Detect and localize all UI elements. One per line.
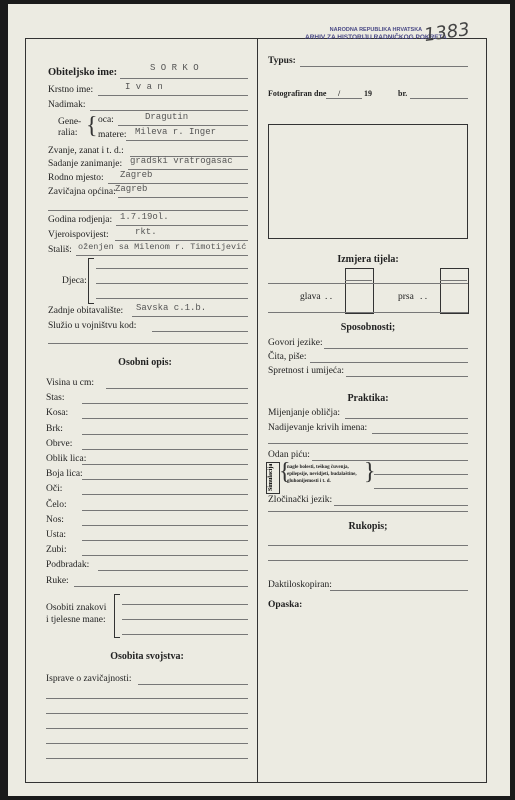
nickname-label: Nadimak:	[48, 100, 86, 110]
municipality-line-2	[48, 210, 248, 211]
status-line	[76, 255, 248, 256]
marks-label-2: i tjelesne mane:	[46, 615, 106, 625]
children-line-2	[96, 283, 248, 284]
desc-field-label: Obrve:	[46, 438, 73, 449]
desc-field-label: Kosa:	[46, 408, 69, 419]
title-label: Zvanje, zanat i t. d.:	[48, 146, 124, 156]
measure-head-dots: . .	[325, 292, 333, 302]
measure-arms-dots: . .	[420, 292, 428, 302]
handwriting-line-1	[268, 545, 468, 546]
simulation-line-2	[374, 488, 468, 489]
birthplace-value: Zagreb	[120, 170, 153, 180]
children-label: Djeca:	[62, 276, 87, 286]
simulation-line-1	[374, 474, 468, 475]
birth-year-value: 1.7.19ol.	[120, 212, 169, 222]
desc-field-label: Brk:	[46, 423, 63, 434]
birth-year-label: Godina rodjenja:	[48, 215, 113, 225]
birth-year-line	[116, 225, 248, 226]
desc-field-label: Boja lica:	[46, 469, 83, 480]
status-value: oženjen sa Milenom r. Timotijević	[78, 242, 247, 252]
practice-line-2b	[268, 443, 468, 444]
measure-head-label: glava	[300, 292, 321, 302]
docs-line-5	[46, 743, 248, 744]
practice-heading: Praktika:	[347, 393, 389, 404]
abilities-field-1: Govori jezike:	[268, 338, 323, 348]
measure-heading: Izmjera tijela:	[337, 254, 399, 265]
surname-line	[120, 78, 248, 79]
desc-field-label: Oblik lica:	[46, 454, 87, 464]
residence-line	[132, 316, 248, 317]
religion-value: rkt.	[135, 227, 157, 237]
docs-label: Isprave o zavičajnosti:	[46, 674, 132, 684]
traits-heading: Osobita svojstva:	[110, 651, 184, 662]
criminal-lang-line-2	[268, 511, 468, 512]
children-line-1	[96, 268, 248, 269]
criminal-lang-label: Zločinački jezik:	[268, 495, 333, 505]
desc-field-label: Stas:	[46, 393, 65, 404]
first-name-value: I v a n	[125, 82, 163, 92]
genealogy-label-1: Gene-	[58, 117, 82, 127]
occupation-value: gradski vratrogasac	[130, 156, 233, 166]
desc-field-line	[82, 540, 248, 541]
father-line	[118, 125, 248, 126]
municipality-value: Zagreb	[115, 184, 148, 194]
fingerprint-line	[330, 590, 468, 591]
status-label: Stališ:	[48, 245, 72, 255]
first-name-line	[98, 95, 248, 96]
photo-box	[268, 124, 468, 239]
residence-value: Savska c.1.b.	[136, 303, 207, 313]
nickname-line	[90, 110, 248, 111]
photo-year: 19	[364, 89, 372, 98]
desc-field-label: Usta:	[46, 530, 67, 540]
desc-field-label: Zubi:	[46, 545, 67, 556]
abilities-heading: Sposobnosti;	[340, 322, 396, 333]
abilities-field-2: Čita, piše:	[268, 352, 307, 362]
military-label: Služio u vojništvu kod:	[48, 321, 137, 331]
docs-line-6	[46, 758, 248, 759]
simulation-brace-left: {	[279, 459, 291, 485]
first-name-label: Krstno ime:	[48, 85, 94, 95]
marks-line-2	[122, 619, 248, 620]
desc-field-line	[82, 449, 248, 450]
mother-line	[126, 140, 248, 141]
residence-label: Zadnje obitavalište:	[48, 306, 124, 316]
handwriting-line-2	[268, 560, 468, 561]
desc-field-line	[82, 525, 248, 526]
marks-bracket	[114, 594, 120, 638]
desc-field-line	[82, 464, 248, 465]
surname-value: S O R K O	[150, 63, 199, 73]
birthplace-label: Rodno mjesto:	[48, 173, 104, 183]
abilities-field-3: Spretnost i umijeća:	[268, 366, 344, 376]
practice-field-2: Nadijevanje krivih imena:	[268, 423, 368, 433]
desc-field-line	[82, 418, 248, 419]
marks-label-1: Osobiti znakovi	[46, 603, 107, 613]
desc-field-line	[82, 479, 248, 480]
municipality-line	[118, 197, 248, 198]
photo-suffix: br.	[398, 89, 408, 98]
measure-line-bottom	[268, 312, 468, 313]
desc-field-line	[106, 388, 248, 389]
handwriting-heading: Rukopis;	[348, 521, 388, 532]
column-divider	[257, 38, 258, 783]
measure-head-divider	[345, 280, 372, 281]
fingerprint-label: Daktiloskopiran:	[268, 580, 332, 590]
desc-field-label: Ruke:	[46, 575, 69, 586]
occupation-label: Sadanje zanimanje:	[48, 159, 123, 169]
abilities-line-2	[310, 362, 468, 363]
desc-field-line	[82, 555, 248, 556]
docs-line-2	[46, 698, 248, 699]
mother-value: Mileva r. Inger	[135, 127, 217, 137]
criminal-lang-line	[334, 505, 468, 506]
military-line-2	[48, 343, 248, 344]
desc-field-label: Podbradak:	[46, 560, 90, 571]
practice-line-3	[312, 460, 468, 461]
docs-line	[138, 684, 248, 685]
photo-no-line	[410, 98, 468, 99]
personal-desc-heading: Osobni opis:	[118, 357, 172, 368]
simulation-label: Simulacija	[268, 463, 274, 491]
measure-arms-label: prsa	[398, 292, 414, 302]
children-bracket	[88, 258, 94, 304]
father-label: oca:	[98, 115, 114, 125]
measure-line-top	[268, 283, 468, 284]
marks-line-1	[122, 604, 248, 605]
photo-label: Fotografiran dne	[268, 89, 327, 98]
desc-field-label: Nos:	[46, 514, 64, 525]
measure-arms-divider	[440, 280, 467, 281]
desc-field-label: Visina u cm:	[46, 378, 94, 388]
practice-field-3: Odan piću:	[268, 450, 310, 460]
practice-line-1	[345, 418, 468, 419]
desc-field-line	[98, 570, 248, 571]
mother-label: matere:	[98, 130, 127, 140]
desc-field-line	[82, 434, 248, 435]
surname-label: Obiteljsko ime:	[48, 67, 118, 78]
practice-field-1: Mijenjanje obličja:	[268, 408, 341, 418]
note-label: Opaska:	[268, 600, 303, 610]
photo-sep: /	[338, 89, 341, 98]
simulation-text: nagle bolesti, teškog čuvenja, epilepsije, nevidjeti, budalaštine, gluhonijemosti i t. d.	[287, 465, 357, 484]
religion-line	[115, 240, 248, 241]
practice-line-2	[372, 433, 468, 434]
desc-field-label: Čelo:	[46, 499, 67, 510]
docs-line-3	[46, 713, 248, 714]
marks-line-3	[122, 634, 248, 635]
type-label: Typus:	[268, 56, 296, 66]
desc-field-line	[82, 510, 248, 511]
measure-head-box	[345, 268, 374, 314]
desc-field-label: Oči:	[46, 484, 63, 495]
docs-line-4	[46, 728, 248, 729]
genealogy-label-2: ralia:	[58, 128, 78, 138]
measure-arms-box	[440, 268, 469, 314]
religion-label: Vjeroispovijest:	[48, 230, 109, 240]
military-line	[152, 331, 248, 332]
desc-field-line	[82, 494, 248, 495]
doc-number: 1383	[422, 18, 472, 47]
desc-field-line	[82, 403, 248, 404]
father-value: Dragutin	[145, 112, 189, 122]
abilities-line-1	[324, 348, 468, 349]
genealogy-brace: {	[86, 113, 98, 139]
photo-date-line	[326, 98, 362, 99]
abilities-line-3	[346, 376, 468, 377]
municipality-label: Zavičajna općina:	[48, 187, 116, 197]
archive-stamp: NARODNA REPUBLIKA HRVATSKA ARHIV ZA HISTORIJU RADNIČKOG POKRETA	[305, 27, 447, 41]
children-line-3	[96, 298, 248, 299]
type-line	[300, 66, 468, 67]
desc-field-line	[74, 586, 248, 587]
simulation-brace-right: }	[364, 459, 376, 485]
